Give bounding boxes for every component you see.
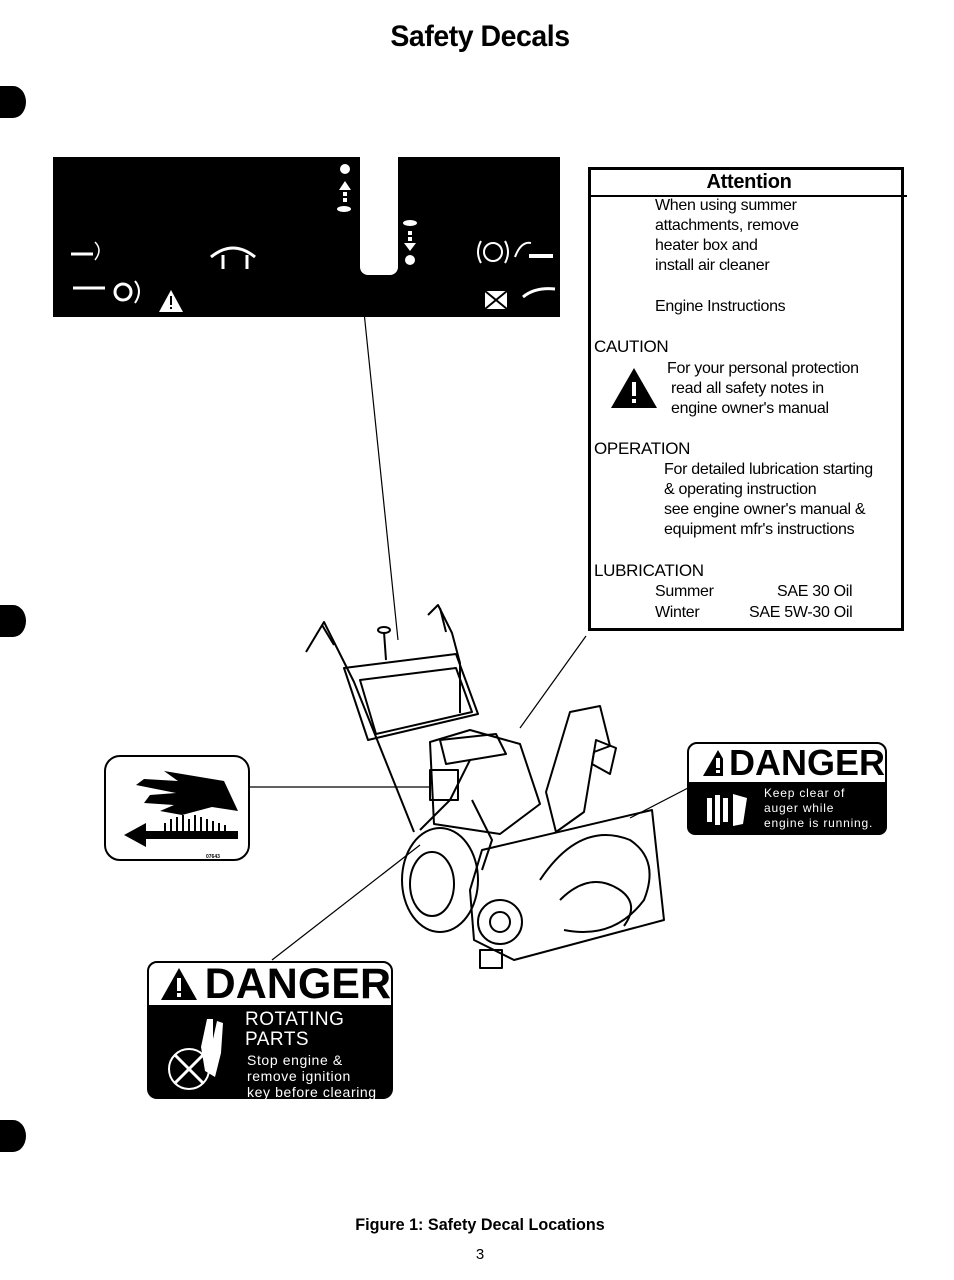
- danger-heading-bar: [147, 961, 393, 1007]
- rotating-parts-hand-icon: [167, 1017, 233, 1093]
- lubrication-oil: SAE 5W-30 Oil: [749, 604, 853, 621]
- caution-label: CAUTION: [594, 337, 669, 356]
- engine-instructions-heading: Engine Instructions: [655, 298, 786, 315]
- danger-body: [687, 784, 887, 835]
- danger-subheading-line: PARTS: [245, 1029, 310, 1050]
- operation-line: For detailed lubrication starting: [664, 461, 873, 478]
- danger-heading: DANGER: [204, 959, 391, 1008]
- danger-line: Keep clear of: [764, 786, 846, 800]
- caution-line: engine owner's manual: [671, 400, 829, 417]
- danger-body: [147, 1007, 393, 1099]
- lubrication-label: LUBRICATION: [594, 561, 704, 580]
- page-number: 3: [475, 1246, 485, 1263]
- arrow-left-icon: [124, 823, 238, 847]
- intro-line: heater box and: [655, 237, 758, 254]
- attention-title: Attention: [706, 171, 792, 193]
- danger-line: Stop engine &: [247, 1052, 343, 1068]
- decal-part-number: 07643: [206, 854, 220, 860]
- caution-line: For your personal protection: [667, 360, 859, 377]
- operation-line: see engine owner's manual &: [664, 501, 866, 518]
- danger-heading: DANGER: [728, 742, 885, 783]
- operation-line: equipment mfr's instructions: [664, 521, 855, 538]
- auger-hand-icon: [707, 792, 751, 828]
- intro-line: When using summer: [655, 197, 797, 214]
- lubrication-season: Summer: [655, 583, 714, 600]
- caution-line: read all safety notes in: [671, 380, 824, 397]
- hand-icon: [120, 765, 238, 853]
- lubrication-season: Winter: [655, 604, 700, 621]
- danger-rotating-decal: [147, 961, 393, 1099]
- warning-triangle-icon: [701, 748, 723, 778]
- danger-line: remove ignition: [247, 1068, 351, 1084]
- danger-auger-decal: [687, 742, 887, 835]
- operation-line: & operating instruction: [664, 481, 817, 498]
- lubrication-oil: SAE 30 Oil: [777, 583, 853, 600]
- danger-line: key before clearing: [247, 1084, 377, 1100]
- grass-icon: [164, 815, 226, 831]
- warning-triangle-icon: [159, 966, 199, 1002]
- operation-label: OPERATION: [594, 439, 691, 458]
- figure-caption: Figure 1: Safety Decal Locations: [355, 1215, 605, 1234]
- danger-heading-bar: [687, 742, 887, 784]
- danger-text: [247, 1052, 377, 1100]
- danger-text: [764, 786, 873, 831]
- intro-line: attachments, remove: [655, 217, 799, 234]
- danger-line: engine is running.: [764, 816, 874, 830]
- hand-warning-decal: [104, 755, 250, 861]
- intro-line: install air cleaner: [655, 257, 770, 274]
- page-title: Safety Decals: [390, 20, 570, 53]
- danger-subheading: [245, 1010, 344, 1050]
- danger-subheading-line: ROTATING: [245, 1009, 345, 1030]
- danger-line: auger while: [764, 801, 835, 815]
